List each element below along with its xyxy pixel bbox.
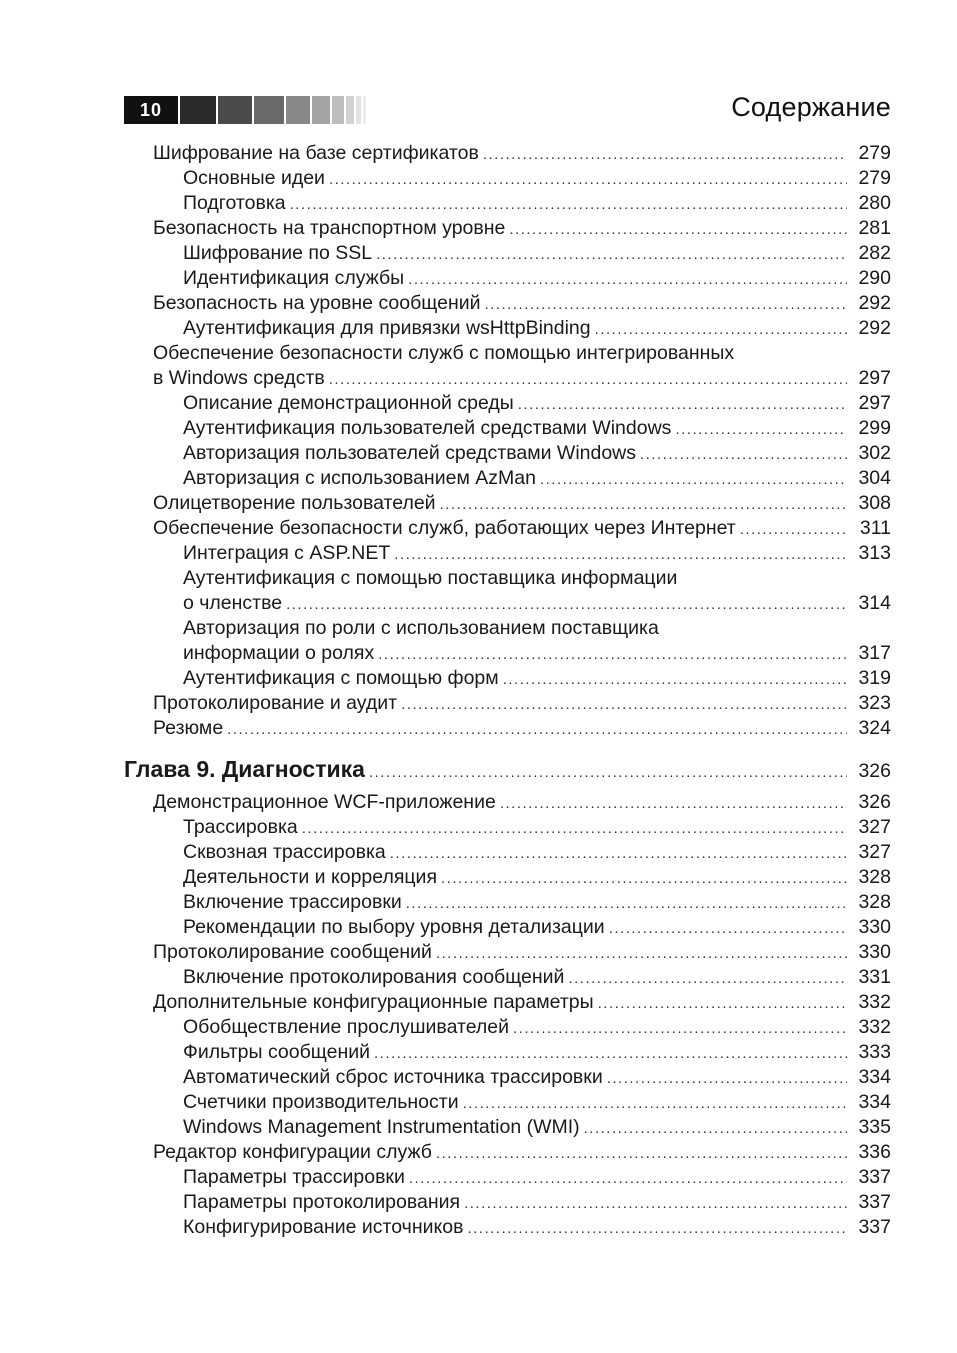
toc-entry[interactable] [124,1115,891,1140]
toc-entry-page: 279 [858,142,891,164]
dot-leader [390,841,847,866]
toc-entry-title: Параметры протоколирования [183,1191,461,1213]
toc-entry[interactable] [124,691,891,716]
toc-entry-page: 323 [858,692,891,714]
toc-entry[interactable] [124,815,891,840]
toc-entry[interactable] [124,141,891,166]
header-decor-bar [312,96,330,124]
toc-entry-title: Счетчики производительности [183,1091,459,1113]
toc-entry[interactable] [124,790,891,815]
toc-entry-title: Аутентификация для привязки wsHttpBinding [183,317,591,339]
header-decor-bar [180,96,216,124]
toc-entry[interactable] [124,166,891,191]
toc-entry-page: 299 [858,417,891,439]
dot-leader [513,1016,847,1041]
header-decor-bar [286,96,310,124]
toc-entry-title: Конфигурирование источников [183,1216,464,1238]
dot-leader [609,916,847,941]
header-decor-bar [218,96,252,124]
dot-leader [568,966,847,991]
toc-entry[interactable] [124,1090,891,1115]
dot-leader [598,991,847,1016]
toc-chapter[interactable] [124,755,891,783]
page-number: 10 [124,96,178,124]
toc-entry-page: 292 [858,292,891,314]
toc-entry-title: Демонстрационное WCF-приложение [153,791,496,813]
toc-entry-title: Сквозная трассировка [183,841,386,863]
dot-leader [503,667,847,692]
toc-entry-title: Безопасность на транспортном уровне [153,217,506,239]
toc-entry[interactable] [124,491,891,516]
toc-entry-page: 332 [858,991,891,1013]
dot-leader [286,592,847,617]
toc-entry-page: 313 [858,542,891,564]
toc-entry-page: 337 [858,1216,891,1238]
toc-entry-page: 314 [858,592,891,614]
toc-entry-page: 317 [858,642,891,664]
dot-leader [329,167,847,192]
toc-entry-title: Описание демонстрационной среды [183,392,514,414]
dot-leader [518,392,847,417]
dot-leader [378,642,847,667]
toc-entry[interactable] [124,516,891,541]
dot-leader [595,317,847,342]
toc-entry[interactable] [124,1190,891,1215]
dot-leader [436,941,847,966]
dot-leader [607,1066,847,1091]
toc-entry-title: о членстве [183,592,283,614]
dot-leader [376,242,847,267]
dot-leader [406,891,847,916]
toc-entry[interactable] [124,266,891,291]
toc-entry[interactable] [124,1040,891,1065]
toc-entry-title: Автоматический сброс источника трассировки [183,1066,603,1088]
toc-entry-title: Обобществление прослушивателей [183,1016,510,1038]
dot-leader [467,1216,847,1241]
header-decor-bar [346,96,354,124]
toc-entry-title: Авторизация по роли с использованием поставщика [183,617,659,639]
toc-entry-page: 330 [858,916,891,938]
dot-leader [394,542,847,567]
toc-entry-title: Аутентификация с помощью форм [183,667,499,689]
dot-leader [369,759,847,787]
toc-entry-page: 330 [858,941,891,963]
toc-entry-page: 331 [858,966,891,988]
section-title: Содержание [731,92,891,122]
dot-leader [436,1141,847,1166]
dot-leader [302,816,847,841]
toc-entry[interactable] [124,1015,891,1040]
toc-entry-title: Аутентификация с помощью поставщика информации [183,567,678,589]
toc-entry-title: Рекомендации по выбору уровня детализации [183,916,605,938]
toc-entry-page: 308 [858,492,891,514]
toc-entry-page: 280 [858,192,891,214]
toc-entry-title: Авторизация с использованием AzMan [183,467,536,489]
toc-entry[interactable] [124,990,891,1015]
toc-entry-page: 328 [858,866,891,888]
toc-entry-page: 281 [858,217,891,239]
toc-entry-page: 334 [858,1066,891,1088]
dot-leader [675,417,847,442]
toc-entry-title: Шифрование по SSL [183,242,373,264]
toc-entry-title: Резюме [153,717,224,739]
toc-entry-page: 333 [858,1041,891,1063]
toc-entry-page: 335 [858,1116,891,1138]
toc-entry-title: Дополнительные конфигурационные параметры [153,991,594,1013]
toc-entry-page: 337 [858,1191,891,1213]
toc-entry[interactable] [124,291,891,316]
toc-entry[interactable] [124,1140,891,1165]
dot-leader [464,1191,847,1216]
toc-entry-page: 326 [858,791,891,813]
dot-leader [441,866,847,891]
toc-entry-title: информации о ролях [183,642,375,664]
toc-entry-title: Фильтры сообщений [183,1041,370,1063]
toc-entry[interactable] [124,216,891,241]
toc-entry-page: 327 [858,841,891,863]
toc-entry-title: в Windows средств [153,367,325,389]
toc-entry[interactable] [124,566,891,591]
page-header [124,92,891,126]
toc-entry[interactable] [124,466,891,491]
toc-entry-page: 292 [858,317,891,339]
toc-entry[interactable] [124,241,891,266]
toc-entry-page: 302 [858,442,891,464]
toc-entry[interactable] [124,940,891,965]
dot-leader [485,292,847,317]
toc-entry-page: 327 [858,816,891,838]
toc-entry-page: 297 [858,392,891,414]
toc-entry[interactable] [124,915,891,940]
toc-entry-title: Протоколирование сообщений [153,941,432,963]
toc-entry-title: Шифрование на базе сертификатов [153,142,479,164]
toc-entry[interactable] [124,890,891,915]
toc-entry-title: Параметры трассировки [183,1166,405,1188]
header-decor-bar [363,96,366,124]
toc-entry-title: Протоколирование и аудит [153,692,398,714]
toc-entry[interactable] [124,591,891,616]
toc-entry[interactable] [124,391,891,416]
dot-leader [290,192,847,217]
toc-entry-title: Олицетворение пользователей [153,492,436,514]
toc-entry[interactable] [124,341,891,366]
toc-entry-page: 326 [858,760,891,782]
toc-entry-title: Включение протоколирования сообщений [183,966,565,988]
dot-leader [227,717,847,742]
toc-entry-title: Редактор конфигурации служб [153,1141,432,1163]
toc-entry[interactable] [124,616,891,641]
toc-entry[interactable] [124,865,891,890]
toc-entry-page: 297 [858,367,891,389]
toc-entry[interactable] [124,1215,891,1240]
toc-entry-page: 304 [858,467,891,489]
dot-leader [500,791,847,816]
toc-entry[interactable] [124,416,891,441]
toc-entry[interactable] [124,1065,891,1090]
toc-entry[interactable] [124,541,891,566]
toc-entry-page: 324 [858,717,891,739]
toc-entry-title: Идентификация службы [183,267,405,289]
toc-entry-title: Глава 9. Диагностика [124,756,365,782]
header-decor-bar [254,96,284,124]
header-decor-bar [332,96,344,124]
toc-entry[interactable] [124,441,891,466]
toc-entry-title: Обеспечение безопасности служб, работающих через Интернет [153,517,736,539]
dot-leader [409,1166,847,1191]
toc-entry[interactable] [124,641,891,666]
toc-entry[interactable] [124,366,891,391]
toc-entry-title: Включение трассировки [183,891,402,913]
dot-leader [463,1091,847,1116]
toc-entry[interactable] [124,191,891,216]
dot-leader [374,1041,847,1066]
toc-entry[interactable] [124,965,891,990]
dot-leader [440,492,847,517]
toc-entry-page: 332 [858,1016,891,1038]
dot-leader [483,142,847,167]
dot-leader [401,692,847,717]
toc-entry-page: 311 [859,517,891,539]
toc-entry-title: Аутентификация пользователей средствами Windows [183,417,672,439]
dot-leader [540,467,847,492]
toc-entry-title: Windows Management Instrumentation (WMI) [183,1116,580,1138]
toc-entry[interactable] [124,316,891,341]
toc-entry-page: 336 [858,1141,891,1163]
toc-entry-title: Безопасность на уровне сообщений [153,292,481,314]
toc-entry-page: 334 [858,1091,891,1113]
toc-entry[interactable] [124,666,891,691]
toc-entry-title: Интеграция с ASP.NET [183,542,391,564]
toc-entry-page: 337 [858,1166,891,1188]
toc-entry-title: Трассировка [183,816,298,838]
dot-leader [509,217,847,242]
toc-entry-page: 282 [858,242,891,264]
dot-leader [740,517,847,542]
toc-entry[interactable] [124,716,891,741]
toc-entry[interactable] [124,1165,891,1190]
toc-entry-title: Основные идеи [183,167,325,189]
toc-entry-title: Подготовка [183,192,286,214]
header-decor-bar [356,96,361,124]
dot-leader [584,1116,847,1141]
toc-entry-title: Обеспечение безопасности служб с помощью интегрированных [153,342,735,364]
toc-entry-page: 279 [858,167,891,189]
dot-leader [640,442,847,467]
toc-entry-page: 290 [858,267,891,289]
dot-leader [408,267,847,292]
table-of-contents [124,141,891,1240]
toc-entry-title: Авторизация пользователей средствами Windows [183,442,637,464]
toc-entry-page: 319 [858,667,891,689]
toc-entry[interactable] [124,840,891,865]
dot-leader [329,367,847,392]
toc-entry-page: 328 [858,891,891,913]
toc-entry-title: Деятельности и корреляция [183,866,438,888]
